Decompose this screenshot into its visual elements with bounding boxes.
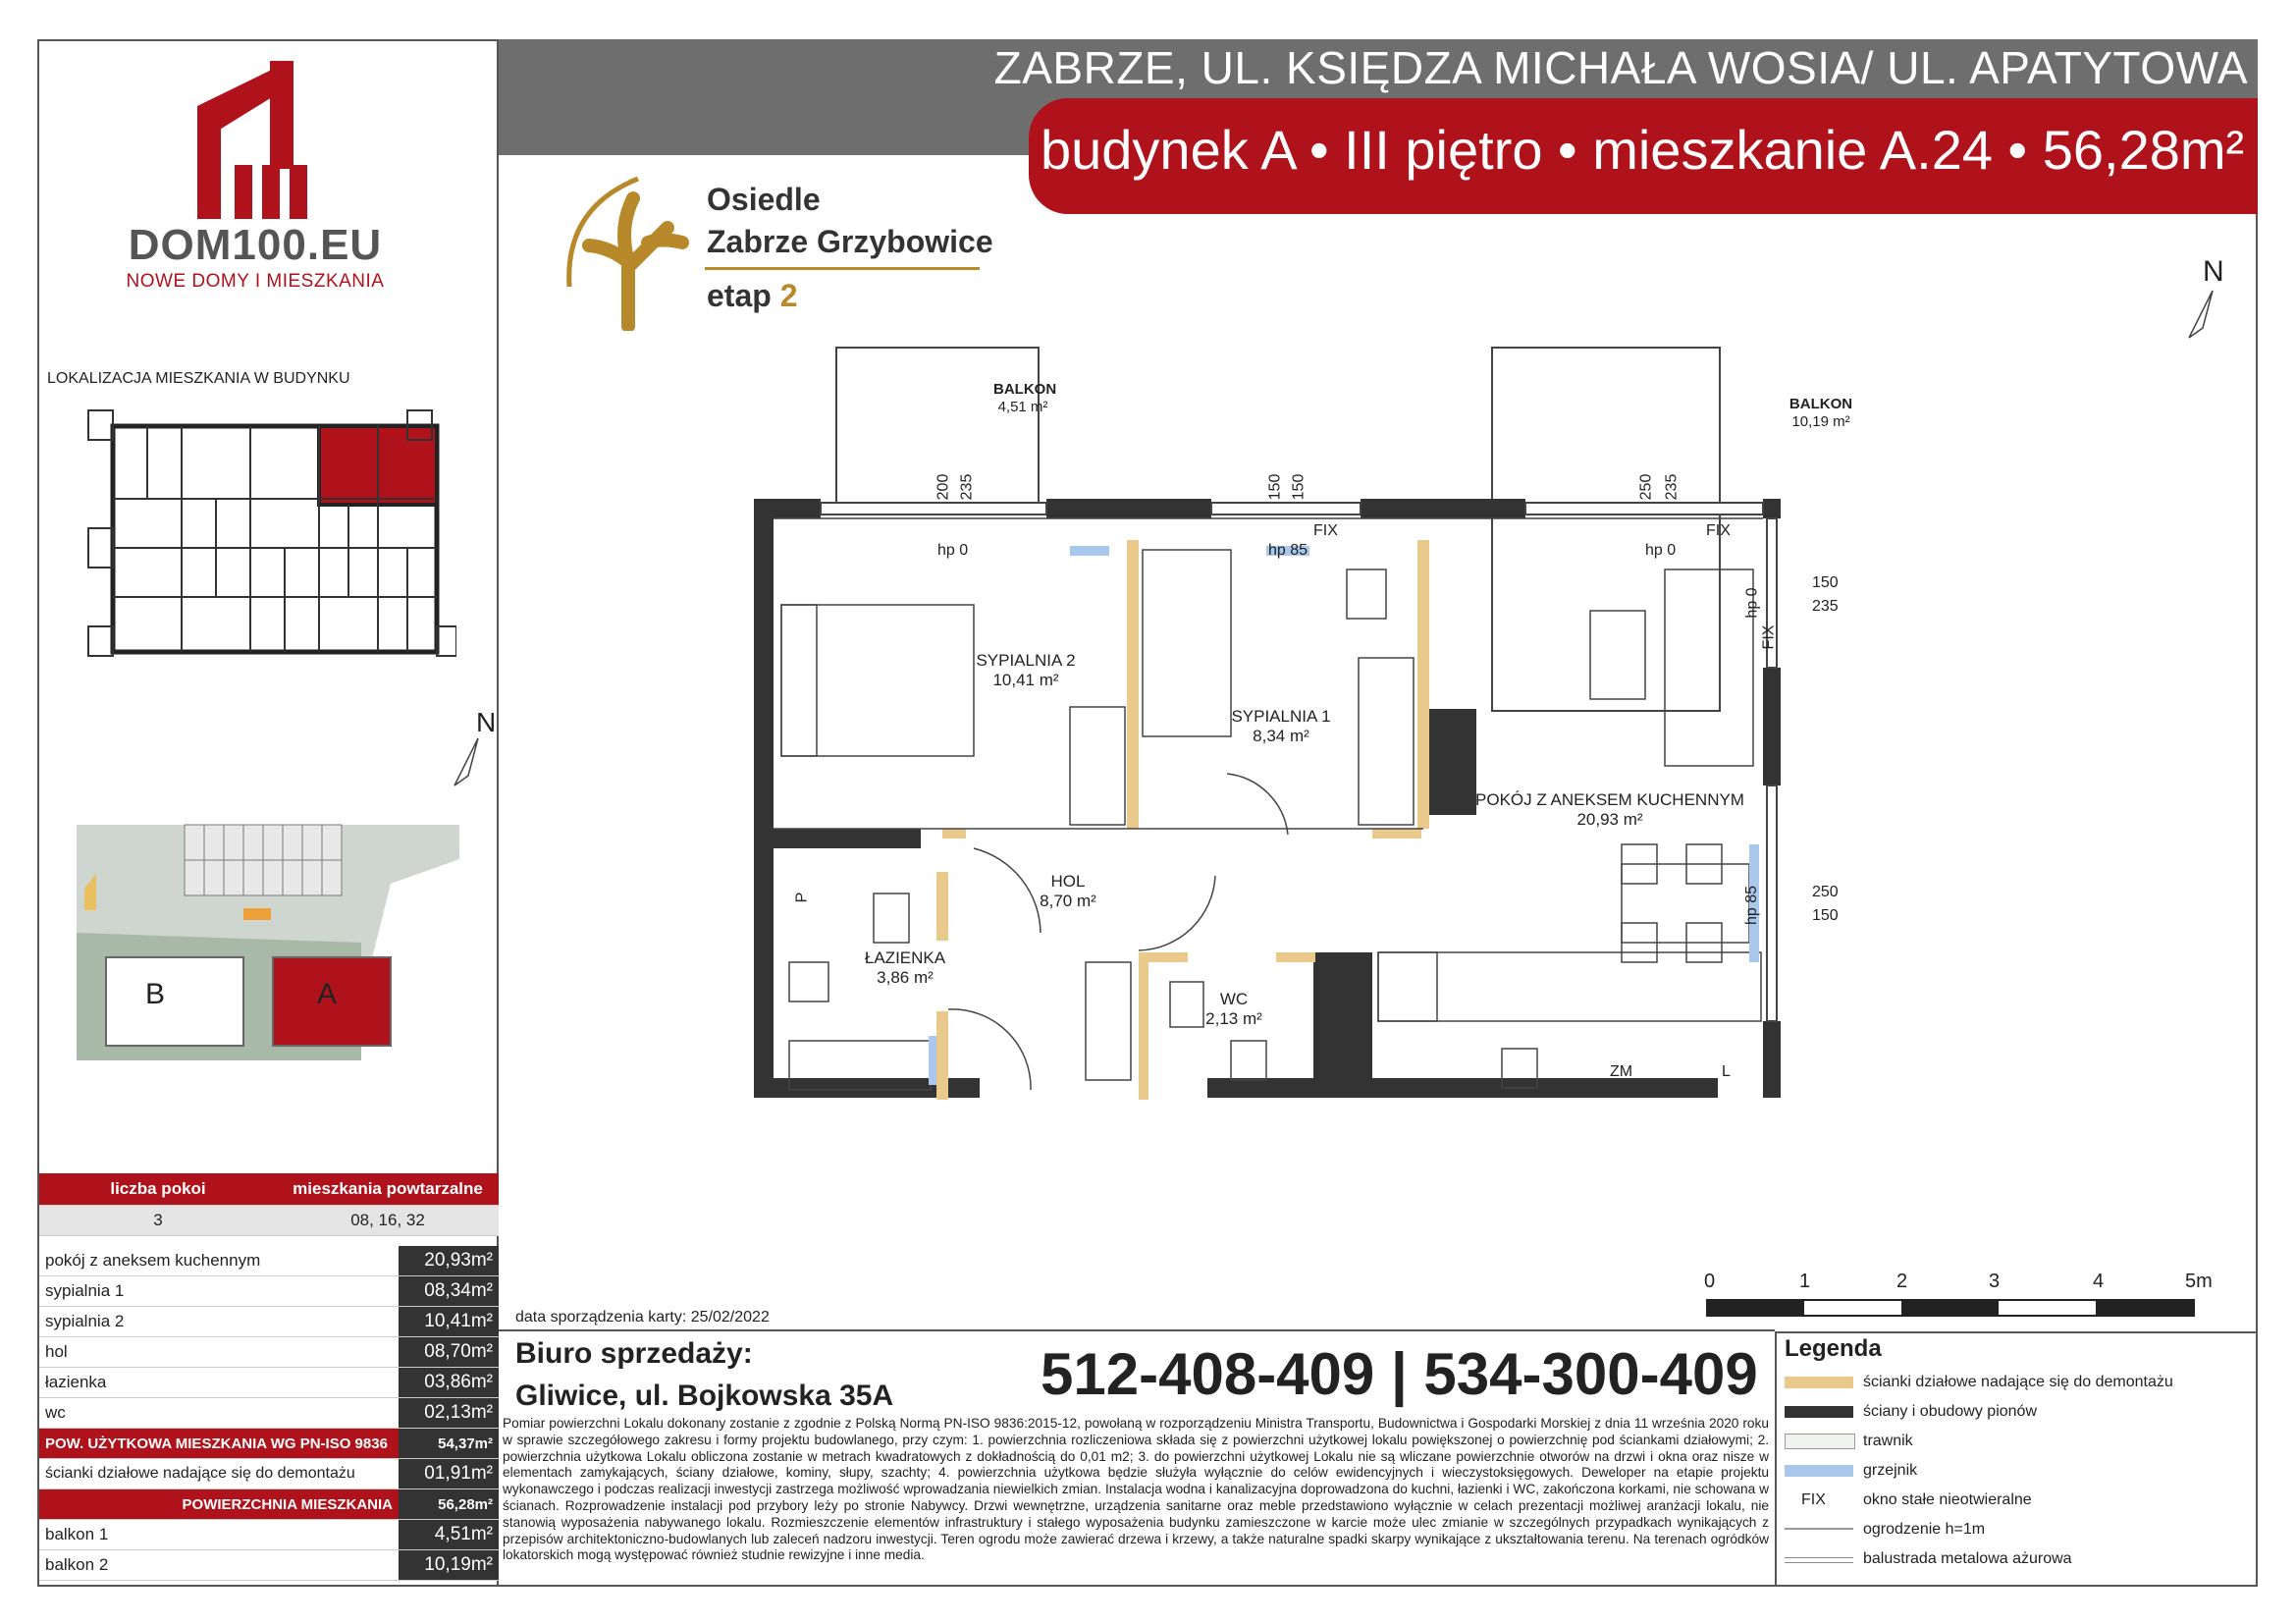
window-hp85-2: hp 85 <box>1743 885 1761 926</box>
dim-150-c: 150 <box>1812 574 1839 591</box>
logo-subtitle: NOWE DOMY I MIESZKANIA <box>126 271 385 292</box>
legend-swatch-demount <box>1785 1377 1853 1388</box>
rooms-count-header: liczba pokoi <box>39 1173 277 1206</box>
card-date: data sporządzenia karty: 25/02/2022 <box>515 1309 770 1326</box>
plan-north-label: N <box>2203 255 2224 288</box>
building-a-label: A <box>317 978 338 1010</box>
window-hp85-1: hp 85 <box>1268 542 1308 559</box>
table-row: balkon 2 10,19m² <box>39 1550 499 1581</box>
logo-text: DOM100.EU <box>128 221 383 269</box>
dim-150-d: 150 <box>1812 907 1839 924</box>
plan-north-arrow-icon <box>2181 289 2220 343</box>
window-fix-1: FIX <box>1313 522 1338 539</box>
dim-235-c: 235 <box>1812 598 1839 615</box>
legal-notice: Pomiar powierzchni Lokalu dokonany zostanie z zgodnie z Polską Normą PN-ISO 9836:2015-12, powołaną w rozporządzeniu Ministra Transportu, Budownictwa i Gospodarki Morskiej z dnia 11 września 2020 roku w sprawie szczegółowego zakresu i formy projektu budowlanego, przy czym: 1. powierzchnia rozliczeniowa składa się z powierzchni użytkowej lokalu powiększonej o powierzchnię pod ściankami działowymi; 2. powierzchnia użytkowa Lokalu obliczona zostanie w metrach kwadratowych z dokładnością do 0,01 m2; 3. do powierzchni użytkowej Lokalu nie są wliczane powierzchnie otworów na drzwi i okna oraz nisze w elementach zamykających, ściany działowe, kominy, słupy, szachty; 4. powierzchnia użytkowa będzie służyła wyłącznie do celów ewidencyjnych i wieczystoksięgowych. Deweloper na etapie projektu wykonawczego i podczas realizacji inwestycji zastrzega możliwość wprowadzania niewielkich zmian. Instalacja wodna i kanalizacyjna doprowadzona do kuchni, łazienki i WC, zakończona korkami, nie schowana w ścianach. Rozprowadzenie instalacji pod przybory leży po stronie Nabywcy. Drzwi wewnętrzne, urządzenia sanitarne oraz meble przedstawiono wyłącznie w celach prezentacji możliwej aranżacji lokalu, nie stanowią wyposażenia nabywanego lokalu. Rozmieszczenie elementów infrastruktury i stałego wyposażenia budynku zamieszczone w karcie może ulec zmianie w szczególnych przypadkach wynikających z przepisów architektoniczno-budowlanych lub zaleceń nadzoru inwestycji. Teren ogrodu może zawierać drzewa i krzewy, a także naturalne spadki skarpy wynikające z ukształtowania terenu. Na terenach ogródków lokatorskich mogą występować również studnie rewizyjne i inne media. <box>503 1416 1769 1563</box>
legend-swatch-radiator <box>1785 1465 1853 1477</box>
legend <box>1775 1331 2258 1585</box>
osiedle-line2: Zabrze Grzybowice <box>707 224 993 259</box>
total-area-row: POWIERZCHNIA MIESZKANIA 56,28m² <box>39 1489 499 1520</box>
summary-table <box>39 1173 499 1581</box>
window-fix-3: FIX <box>1760 624 1778 650</box>
etap-label: etap 2 <box>707 278 798 313</box>
legend-title: Legenda <box>1785 1335 1882 1362</box>
room-lazienka: ŁAZIENKA 3,86 m² <box>864 948 946 987</box>
apartment-subtitle: budynek A • III piętro • mieszkanie A.24 • 56,28m² <box>1041 119 2245 181</box>
footer-divider <box>499 1329 1775 1331</box>
legend-swatch-walls <box>1785 1406 1853 1418</box>
location-label: LOKALIZACJA MIESZKANIA W BUDYNKU <box>47 370 350 387</box>
legend-top-border <box>1775 1331 2256 1333</box>
repeat-header: mieszkania powtarzalne <box>277 1173 499 1206</box>
table-row: balkon 1 4,51m² <box>39 1520 499 1550</box>
legend-fix-symbol: FIX <box>1801 1491 1826 1508</box>
table-row: hol 08,70m² <box>39 1337 499 1368</box>
osiedle-divider <box>705 267 980 270</box>
table-row: sypialnia 2 10,41m² <box>39 1307 499 1337</box>
sales-office-address: Gliwice, ul. Bojkowska 35A <box>515 1380 894 1412</box>
legend-swatch-railing <box>1785 1557 1853 1563</box>
room-sypialnia-1: SYPIALNIA 1 8,34 m² <box>1231 707 1331 745</box>
window-hp0-3: hp 0 <box>1743 587 1761 619</box>
location-north-arrow-icon <box>447 736 486 790</box>
legend-swatch-lawn <box>1785 1434 1855 1449</box>
dim-150-a: 150 <box>1266 473 1284 501</box>
legend-item-fixed-window: okno stałe nieotwieralne <box>1863 1491 2032 1508</box>
table-row: wc 02,13m² <box>39 1398 499 1429</box>
site-plan <box>67 820 469 1065</box>
phone-numbers: 512-408-409 | 534-300-409 <box>1041 1341 1758 1407</box>
legend-item-fence: ogrodzenie h=1m <box>1863 1521 1986 1538</box>
table-row: sypialnia 1 08,34m² <box>39 1276 499 1307</box>
window-fix-2: FIX <box>1706 522 1731 539</box>
table-row: pokój z aneksem kuchennym 20,93m² <box>39 1246 499 1276</box>
tree-logo-icon <box>560 169 697 331</box>
window-hp0-1: hp 0 <box>937 542 969 559</box>
scale-bar <box>1706 1298 2197 1320</box>
building-location-map <box>83 401 456 676</box>
legend-item-lawn: trawnik <box>1863 1433 1913 1449</box>
appliance-l-label: L <box>1722 1063 1731 1080</box>
address-title: ZABRZE, UL. KSIĘDZA MICHAŁA WOSIA/ UL. APATYTOWA <box>993 42 2248 93</box>
dim-250-b: 250 <box>1812 884 1839 900</box>
rooms-count-value: 3 <box>39 1206 277 1236</box>
room-sypialnia-2: SYPIALNIA 2 10,41 m² <box>976 651 1076 689</box>
legend-item-radiator: grzejnik <box>1863 1462 1918 1479</box>
legend-item-demount: ścianki działowe nadające się do demontażu <box>1863 1374 2173 1390</box>
fridge-label: ZM <box>1610 1063 1633 1080</box>
balcony-2-label: BALKON 10,19 m² <box>1789 396 1853 430</box>
legend-item-walls: ściany i obudowy pionów <box>1863 1403 2037 1420</box>
table-row: łazienka 03,86m² <box>39 1368 499 1398</box>
dom100-logo-icon <box>191 57 329 219</box>
repeat-values: 08, 16, 32 <box>277 1206 499 1236</box>
dim-235: 235 <box>958 473 976 501</box>
dim-250-a: 250 <box>1637 473 1655 501</box>
legend-item-railing: balustrada metalowa ażurowa <box>1863 1550 2072 1567</box>
room-hol: HOL 8,70 m² <box>1040 872 1096 910</box>
legend-swatch-fence <box>1785 1528 1853 1530</box>
location-north-label: N <box>476 707 497 737</box>
building-b-label: B <box>145 978 166 1010</box>
dim-235-b: 235 <box>1663 473 1681 501</box>
dim-150-b: 150 <box>1290 473 1308 501</box>
room-living-kitchen: POKÓJ Z ANEKSEM KUCHENNYM 20,93 m² <box>1475 790 1744 829</box>
usable-area-row: POW. UŻYTKOWA MIESZKANIA WG PN-ISO 9836 54,37m² <box>39 1429 499 1459</box>
room-wc: WC 2,13 m² <box>1205 990 1262 1028</box>
dim-200: 200 <box>934 473 952 501</box>
walls-row: ścianki działowe nadające się do demontażu 01,91m² <box>39 1459 499 1489</box>
balcony-1-label: BALKON 4,51 m² <box>993 381 1057 415</box>
shower-p-label: P <box>793 892 811 903</box>
osiedle-line1: Osiedle <box>707 182 821 217</box>
sales-office-title: Biuro sprzedaży: <box>515 1337 753 1370</box>
window-hp0-2: hp 0 <box>1645 542 1677 559</box>
